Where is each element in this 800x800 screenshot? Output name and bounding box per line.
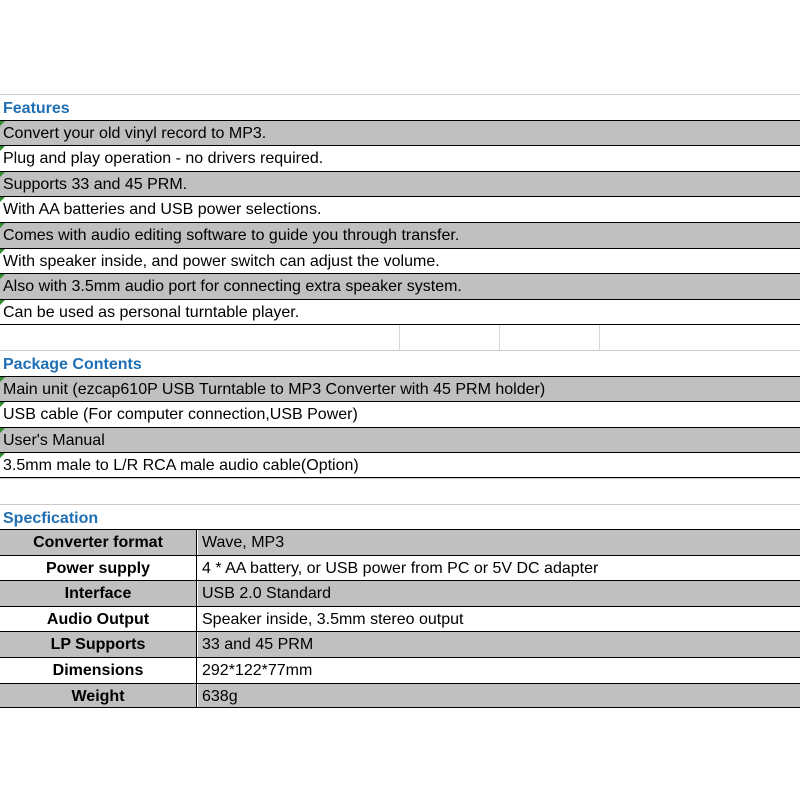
feature-text: Convert your old vinyl record to MP3. [3,124,267,142]
feature-text: Comes with audio editing software to guide you through transfer. [3,226,460,244]
features-heading-text: Features [3,100,70,117]
feature-row [0,120,800,146]
feature-text: With AA batteries and USB power selections. [3,201,322,219]
feature-text: With speaker inside, and power switch can adjust the volume. [3,252,440,270]
spec-value: 292*122*77mm [198,658,800,683]
spec-heading-text: Specfication [3,509,99,527]
feature-row [0,222,800,248]
empty-row [0,478,800,504]
feature-row [0,273,800,299]
package-row [0,427,800,453]
package-text: User's Manual [3,431,105,449]
spec-row [0,555,800,581]
spec-label: Weight [0,684,197,708]
feature-text: Plug and play operation - no drivers required. [3,150,324,168]
spec-value: USB 2.0 Standard [198,581,800,606]
feature-row [0,196,800,222]
package-row [0,376,800,402]
spec-value: 4 * AA battery, or USB power from PC or 5V DC adapter [198,556,800,581]
spec-heading [0,504,800,530]
feature-row [0,299,800,325]
features-heading [0,94,800,120]
package-text: Main unit (ezcap610P USB Turntable to MP3 Converter with 45 PRM holder) [3,380,546,398]
spec-label: Dimensions [0,658,197,683]
spec-row [0,631,800,657]
spec-value: 33 and 45 PRM [198,632,800,657]
spec-label: Audio Output [0,607,197,632]
spec-value: 638g [198,684,800,708]
feature-text: Also with 3.5mm audio port for connecting extra speaker system. [3,278,462,296]
spec-row [0,606,800,632]
spec-value: Wave, MP3 [198,530,800,555]
feature-row [0,171,800,197]
grid-line [499,325,500,350]
spec-label: Power supply [0,556,197,581]
spec-row [0,580,800,606]
spec-row [0,683,800,709]
spec-label: Interface [0,581,197,606]
grid-line [399,325,400,350]
feature-row [0,145,800,171]
feature-text: Can be used as personal turntable player. [3,303,300,321]
feature-text: Supports 33 and 45 PRM. [3,175,188,193]
spreadsheet [0,94,800,708]
empty-row [0,324,800,350]
feature-row [0,248,800,274]
spec-value: Speaker inside, 3.5mm stereo output [198,607,800,632]
package-row [0,452,800,478]
package-heading-text: Package Contents [3,355,142,373]
package-heading [0,350,800,376]
spec-label: Converter format [0,530,197,555]
spec-label: LP Supports [0,632,197,657]
package-text: USB cable (For computer connection,USB Power) [3,406,358,424]
package-text: 3.5mm male to L/R RCA male audio cable(Option) [3,457,359,475]
grid-line [599,325,600,350]
spec-row [0,657,800,683]
spec-row [0,529,800,555]
package-row [0,401,800,427]
